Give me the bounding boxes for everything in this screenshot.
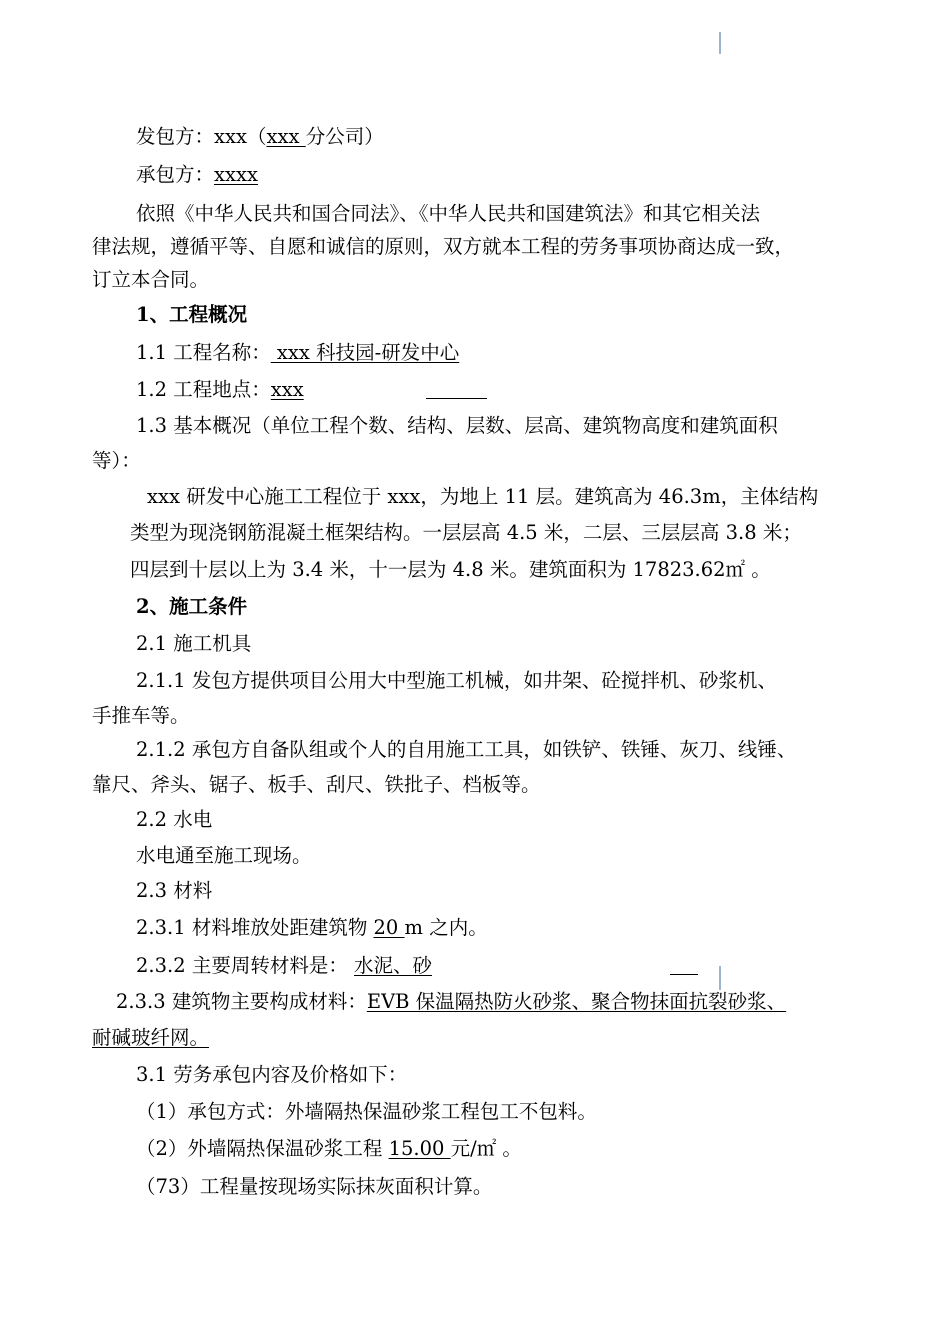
preamble-line-2: 律法规，遵循平等、自愿和诚信的原则，双方就本工程的劳务事项协商达成一致， bbox=[92, 235, 795, 258]
description-line-1: xxx 研发中心施工工程位于 xxx，为地上 11 层。建筑高为 46.3m，主体结构 bbox=[147, 485, 819, 508]
contractor-name: xxxx bbox=[214, 163, 259, 186]
description-line-2: 类型为现浇钢筋混凝土框架结构。一层层高 4.5 米，二层、三层层高 3.8 米； bbox=[130, 521, 802, 544]
machinery-employer-line-1: 2.1.1 发包方提供项目公用大中型施工机械，如井架、砼搅拌机、砂浆机、 bbox=[136, 669, 777, 692]
main-materials-label: 2.3.3 建筑物主要构成材料： bbox=[116, 990, 367, 1013]
quantity-line: （73）工程量按现场实际抹灰面积计算。 bbox=[136, 1175, 493, 1198]
machinery-contractor-line-2: 靠尺、斧头、锯子、板手、刮尺、铁批子、档板等。 bbox=[92, 773, 541, 796]
machinery-heading: 2.1 施工机具 bbox=[136, 632, 252, 655]
main-materials-value-2: 耐碱玻纤网。 bbox=[92, 1026, 210, 1049]
contractor-label: 承包方： bbox=[136, 163, 215, 186]
turnover-materials-value: 水泥、砂 bbox=[354, 954, 433, 977]
section-heading-2: 2、施工条件 bbox=[136, 595, 248, 618]
preamble-line-1: 依照《中华人民共和国合同法》、《中华人民共和国建筑法》和其它相关法 bbox=[136, 202, 761, 225]
turnover-blank-line bbox=[670, 974, 698, 975]
project-name-value: xxx 科技园-研发中心 bbox=[270, 341, 460, 364]
main-materials-line-1 bbox=[116, 989, 786, 1015]
employer-suffix: 分公司） bbox=[305, 125, 384, 148]
project-location-line bbox=[136, 377, 304, 403]
materials-storage-line bbox=[136, 915, 488, 941]
contract-method-line: （1）承包方式：外墙隔热保温砂浆工程包工不包料。 bbox=[136, 1100, 597, 1123]
project-name-line bbox=[136, 340, 459, 366]
turnover-materials-label: 2.3.2 主要周转材料是： bbox=[136, 954, 355, 977]
project-location-value: xxx bbox=[270, 378, 304, 401]
overview-line-2: 等）： bbox=[92, 449, 141, 472]
unit-price-suffix: 元/㎡ 。 bbox=[450, 1137, 522, 1160]
location-blank-line bbox=[426, 398, 487, 399]
turnover-materials-line bbox=[136, 953, 432, 979]
description-line-3: 四层到十层以上为 3.4 米，十一层为 4.8 米。建筑面积为 17823.62㎡ 。 bbox=[130, 558, 771, 581]
materials-storage-label: 2.3.1 材料堆放处距建筑物 bbox=[136, 916, 374, 939]
labor-scope-heading: 3.1 劳务承包内容及价格如下： bbox=[136, 1063, 408, 1086]
overview-line-1: 1.3 基本概况（单位工程个数、结构、层数、层高、建筑物高度和建筑面积 bbox=[136, 414, 778, 437]
machinery-contractor-line-1: 2.1.2 承包方自备队组或个人的自用施工工具，如铁铲、铁锤、灰刀、线锤、 bbox=[136, 738, 797, 761]
unit-price-value: 15.00 bbox=[388, 1137, 451, 1160]
machinery-employer-line-2: 手推车等。 bbox=[92, 704, 190, 727]
contractor-line bbox=[136, 162, 258, 188]
text-cursor-mark bbox=[719, 32, 721, 54]
section-heading-1: 1、工程概况 bbox=[136, 303, 248, 326]
preamble-line-3: 订立本合同。 bbox=[92, 268, 210, 291]
project-name-label: 1.1 工程名称： bbox=[136, 341, 271, 364]
main-materials-value-1: EVB 保温隔热防火砂浆、聚合物抹面抗裂砂浆、 bbox=[366, 990, 787, 1013]
unit-price-label: （2）外墙隔热保温砂浆工程 bbox=[136, 1137, 389, 1160]
utilities-text: 水电通至施工现场。 bbox=[136, 844, 312, 867]
unit-price-line bbox=[136, 1136, 522, 1162]
materials-storage-suffix: m 之内。 bbox=[404, 916, 488, 939]
employer-line bbox=[136, 124, 384, 150]
materials-storage-distance: 20 bbox=[373, 916, 405, 939]
employer-label: 发包方：xxx（ bbox=[136, 125, 267, 148]
materials-heading: 2.3 材料 bbox=[136, 879, 213, 902]
project-location-label: 1.2 工程地点： bbox=[136, 378, 271, 401]
utilities-heading: 2.2 水电 bbox=[136, 808, 213, 831]
text-cursor-mark-2 bbox=[719, 966, 721, 990]
employer-branch: xxx bbox=[266, 125, 306, 148]
